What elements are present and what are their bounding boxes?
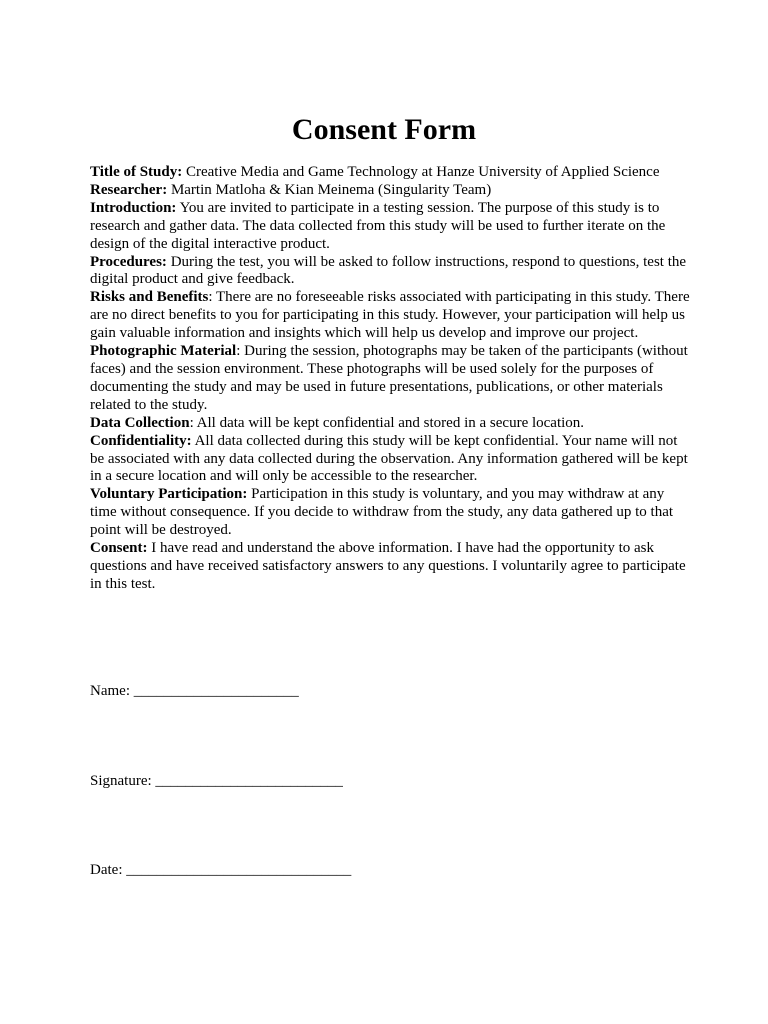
paragraph-procedures <box>90 254 690 290</box>
paragraph-data-collection <box>90 415 690 433</box>
paragraph-text: During the test, you will be asked to follow instructions, respond to questions, test the digital product and give feedback. <box>90 253 687 288</box>
paragraph-voluntary-participation <box>90 486 690 540</box>
paragraph-researcher <box>90 182 690 200</box>
paragraph-text: : There are no foreseeable risks associated with participating in this study. There are no direct benefits to you for participating in this study. However, your participation will help us gain valuable information and insights which will help us develop and improve our project. <box>90 289 690 342</box>
page-title: Consent Form <box>291 113 477 146</box>
paragraph-text: Participation in this study is voluntary, and you may withdraw at any time without consequence. If you decide to withdraw from the study, any data gathered up to that point will be destroyed. <box>90 486 674 539</box>
paragraph-title-of-study <box>90 164 690 182</box>
paragraph-photographic-material <box>90 343 690 415</box>
paragraph-label: Confidentiality: <box>90 432 192 449</box>
document-body <box>90 164 690 594</box>
paragraph-label: Consent: <box>90 540 148 557</box>
date-field-line: Date: ______________________________ <box>90 862 352 878</box>
paragraph-text: : During the session, photographs may be taken of the participants (without faces) and the session environment. These photographs will be used solely for the purposes of documenting the study and may be used in future presentations, publications, or other materials related to the study. <box>90 343 688 413</box>
paragraph-consent <box>90 540 690 594</box>
paragraph-label: Title of Study: <box>90 164 183 180</box>
paragraph-text: All data collected during this study will be kept confidential. Your name will not be associated with any data collected during the observation. Any information gathered will be kept in a secure location and will only be accessible to the researcher. <box>90 432 688 485</box>
paragraph-label: Risks and Benefits <box>90 289 209 306</box>
paragraph-confidentiality <box>90 433 690 487</box>
paragraph-text: Martin Matloha & Kian Meinema (Singularity Team) <box>167 181 492 198</box>
paragraph-risks-and-benefits <box>90 289 690 343</box>
paragraph-text: Creative Media and Game Technology at Hanze University of Applied Science <box>182 164 660 180</box>
paragraph-text: I have read and understand the above information. I have had the opportunity to ask questions and have received satisfactory answers to any questions. I voluntarily agree to participate in this test. <box>90 540 686 592</box>
paragraph-label: Data Collection <box>90 414 190 431</box>
paragraph-label: Introduction: <box>90 199 177 216</box>
signature-field-line: Signature: _________________________ <box>90 773 343 789</box>
paragraph-introduction <box>90 200 690 254</box>
name-field-line: Name: ______________________ <box>90 683 299 699</box>
paragraph-label: Voluntary Participation: <box>90 486 248 503</box>
paragraph-label: Researcher: <box>90 181 168 198</box>
paragraph-label: Photographic Material <box>90 343 237 360</box>
paragraph-text: You are invited to participate in a testing session. The purpose of this study is to research and gather data. The data collected from this study will be used to further iterate on the design of the digital interactive product. <box>90 199 666 252</box>
paragraph-label: Procedures: <box>90 253 167 270</box>
paragraph-text: : All data will be kept confidential and stored in a secure location. <box>189 414 585 431</box>
